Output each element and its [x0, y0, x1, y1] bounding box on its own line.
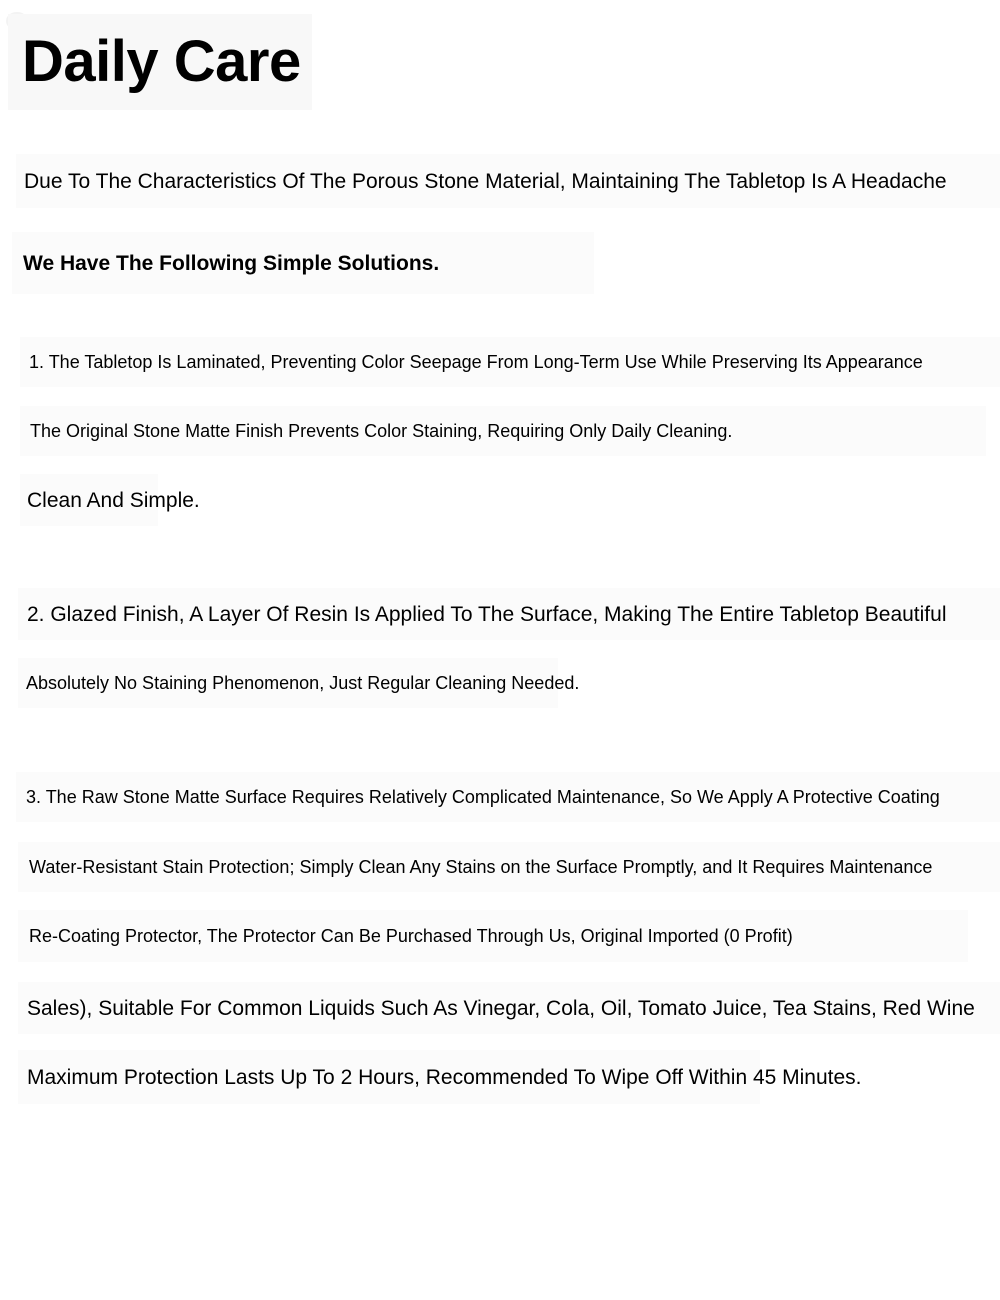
solution-3-line-5: Maximum Protection Lasts Up To 2 Hours, Recommended To Wipe Off Within 45 Minutes.	[18, 1050, 760, 1104]
solutions-heading: We Have The Following Simple Solutions.	[12, 232, 594, 294]
solution-2-line-2: Absolutely No Staining Phenomenon, Just Regular Cleaning Needed.	[18, 658, 558, 708]
solution-3-line-4: Sales), Suitable For Common Liquids Such As Vinegar, Cola, Oil, Tomato Juice, Tea Stains, Red Wine	[18, 982, 1000, 1034]
solution-3-line-1: 3. The Raw Stone Matte Surface Requires Relatively Complicated Maintenance, So We Apply A Protective Coating	[16, 772, 1000, 822]
solution-3-line-3: Re-Coating Protector, The Protector Can Be Purchased Through Us, Original Imported (0 Profit)	[18, 910, 968, 962]
solution-1-line-2: The Original Stone Matte Finish Prevents Color Staining, Requiring Only Daily Cleaning.	[20, 406, 986, 456]
solution-2-line-1: 2. Glazed Finish, A Layer Of Resin Is Applied To The Surface, Making The Entire Tabletop Beautiful	[18, 588, 1000, 640]
solution-1-line-3: Clean And Simple.	[20, 474, 158, 526]
intro-text: Due To The Characteristics Of The Porous Stone Material, Maintaining The Tabletop Is A Headache	[16, 154, 1000, 208]
solution-3-line-2: Water-Resistant Stain Protection; Simply Clean Any Stains on the Surface Promptly, and It Requires Maintenance	[18, 842, 1000, 892]
solution-1-line-1: 1. The Tabletop Is Laminated, Preventing Color Seepage From Long-Term Use While Preserving Its Appearance	[20, 337, 1000, 387]
page-title: Daily Care	[8, 14, 312, 110]
